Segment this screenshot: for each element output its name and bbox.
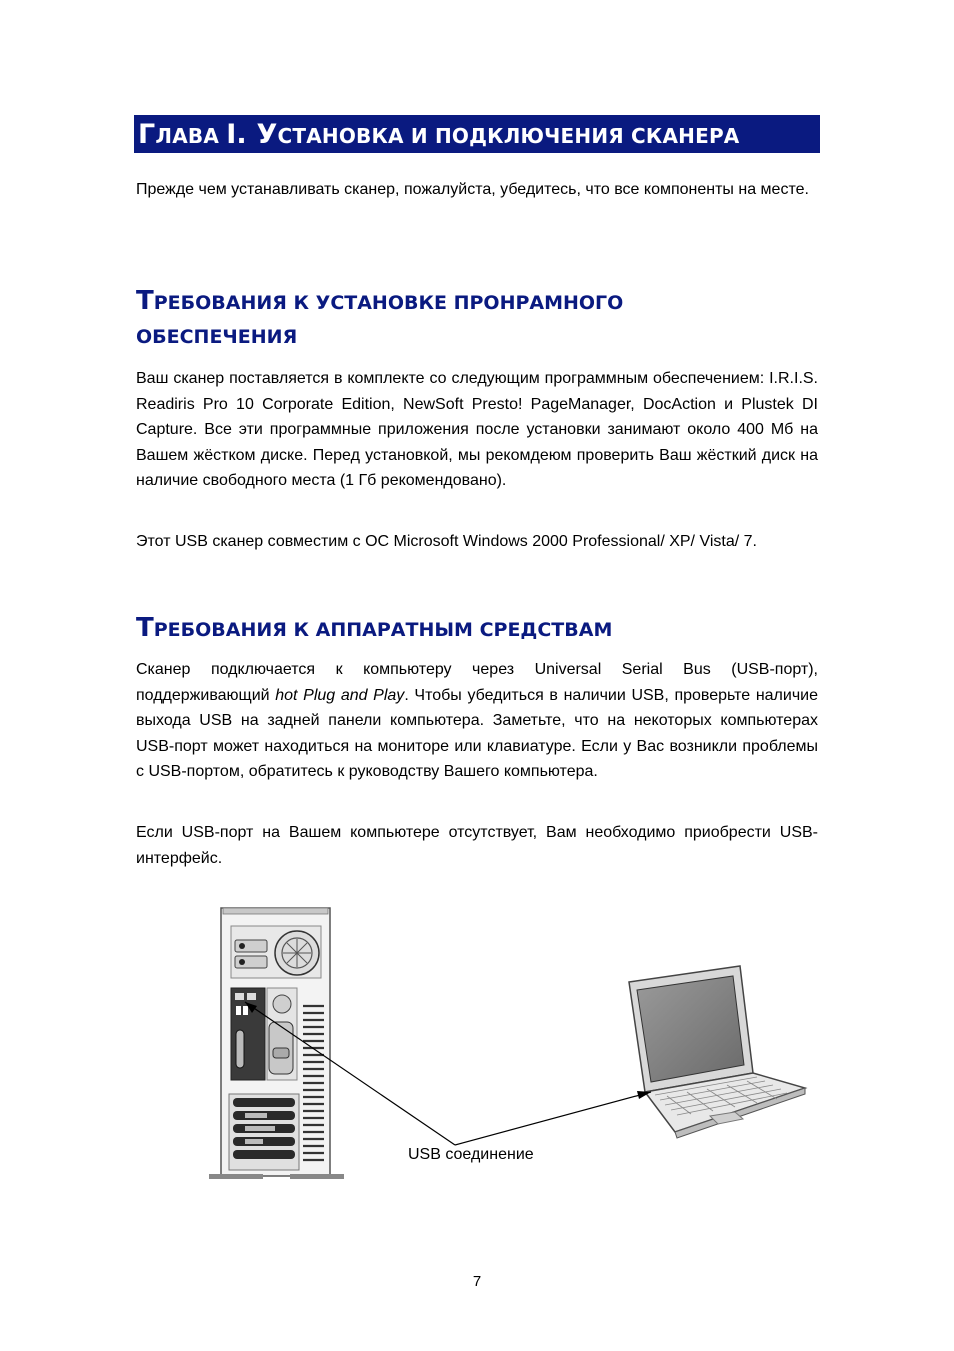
chapter-title-part2: СТАНОВКА И ПОДКЛЮЧЕНИЯ СКАНЕРА — [277, 124, 740, 148]
desktop-computer-icon — [209, 908, 344, 1179]
chapter-title-part1: ЛАВА — [155, 124, 227, 148]
hardware-paragraph — [136, 657, 818, 785]
software-heading-line2: ОБЕСПЕЧЕНИЯ — [136, 326, 298, 348]
laptop-computer-icon — [629, 966, 805, 1138]
software-paragraph: Ваш сканер поставляется в комплекте со следующим программным обеспечением: I.R.I.S. Readiris Pro 10 Corporate Edition, NewSoft Presto! PageManager, DocAction и Plustek DI Capture. Все эти программные приложения после установки занимают около 400 Мб на Вашем жёстком диске. Перед установкой, мы рекомдеюм проверить Ваш жёсткий диск на наличие свободного места (1 Гб рекомендовано). — [136, 370, 818, 490]
hot-plug-and-play-text: hot Plug and Play — [275, 686, 405, 704]
software-heading-line1: РЕБОВАНИЯ К УСТАНОВКЕ ПРОНРАМНОГО — [153, 292, 624, 314]
page-number: 7 — [472, 1273, 482, 1290]
chapter-title-banner — [134, 115, 820, 153]
hardware-paragraph-end: . Чтобы убедиться в наличии USB, проверьте наличие выхода USB на задней панели компьютера. Заметьте, что на некоторых компьютерах USB-порт может находиться на мониторе или клавиатуре. Если у Вас возникли проблемы с USB-портом, обратитесь к руководству Вашего компьютера. — [136, 686, 819, 781]
chapter-title-numeral: I. У — [226, 119, 278, 150]
usb-port-icon — [236, 1006, 241, 1015]
hardware-requirements-heading — [136, 611, 612, 647]
usb-connection-label: USB соединение — [408, 1146, 534, 1163]
intro-paragraph: Прежде чем устанавливать сканер, пожалуйста, убедитесь, что все компоненты на месте. — [136, 181, 809, 198]
hardware-heading-rest: РЕБОВАНИЯ К АППАРАТНЫМ СРЕДСТВАМ — [153, 619, 613, 641]
chapter-title-initial: Г — [138, 119, 156, 150]
hardware-heading-initial: Т — [136, 613, 154, 643]
software-heading-initial: Т — [136, 286, 154, 316]
usb-interface-paragraph: Если USB-порт на Вашем компьютере отсутствует, Вам необходимо приобрести USB-интерфейс. — [136, 824, 818, 867]
hardware-paragraph-start: Сканер подключается к компьютеру через Universal Serial Bus (USB-порт), поддерживающий — [136, 661, 818, 704]
software-requirements-heading — [136, 284, 623, 354]
compatibility-paragraph: Этот USB сканер совместим с ОС Microsoft Windows 2000 Professional/ XP/ Vista/ 7. — [136, 533, 757, 550]
